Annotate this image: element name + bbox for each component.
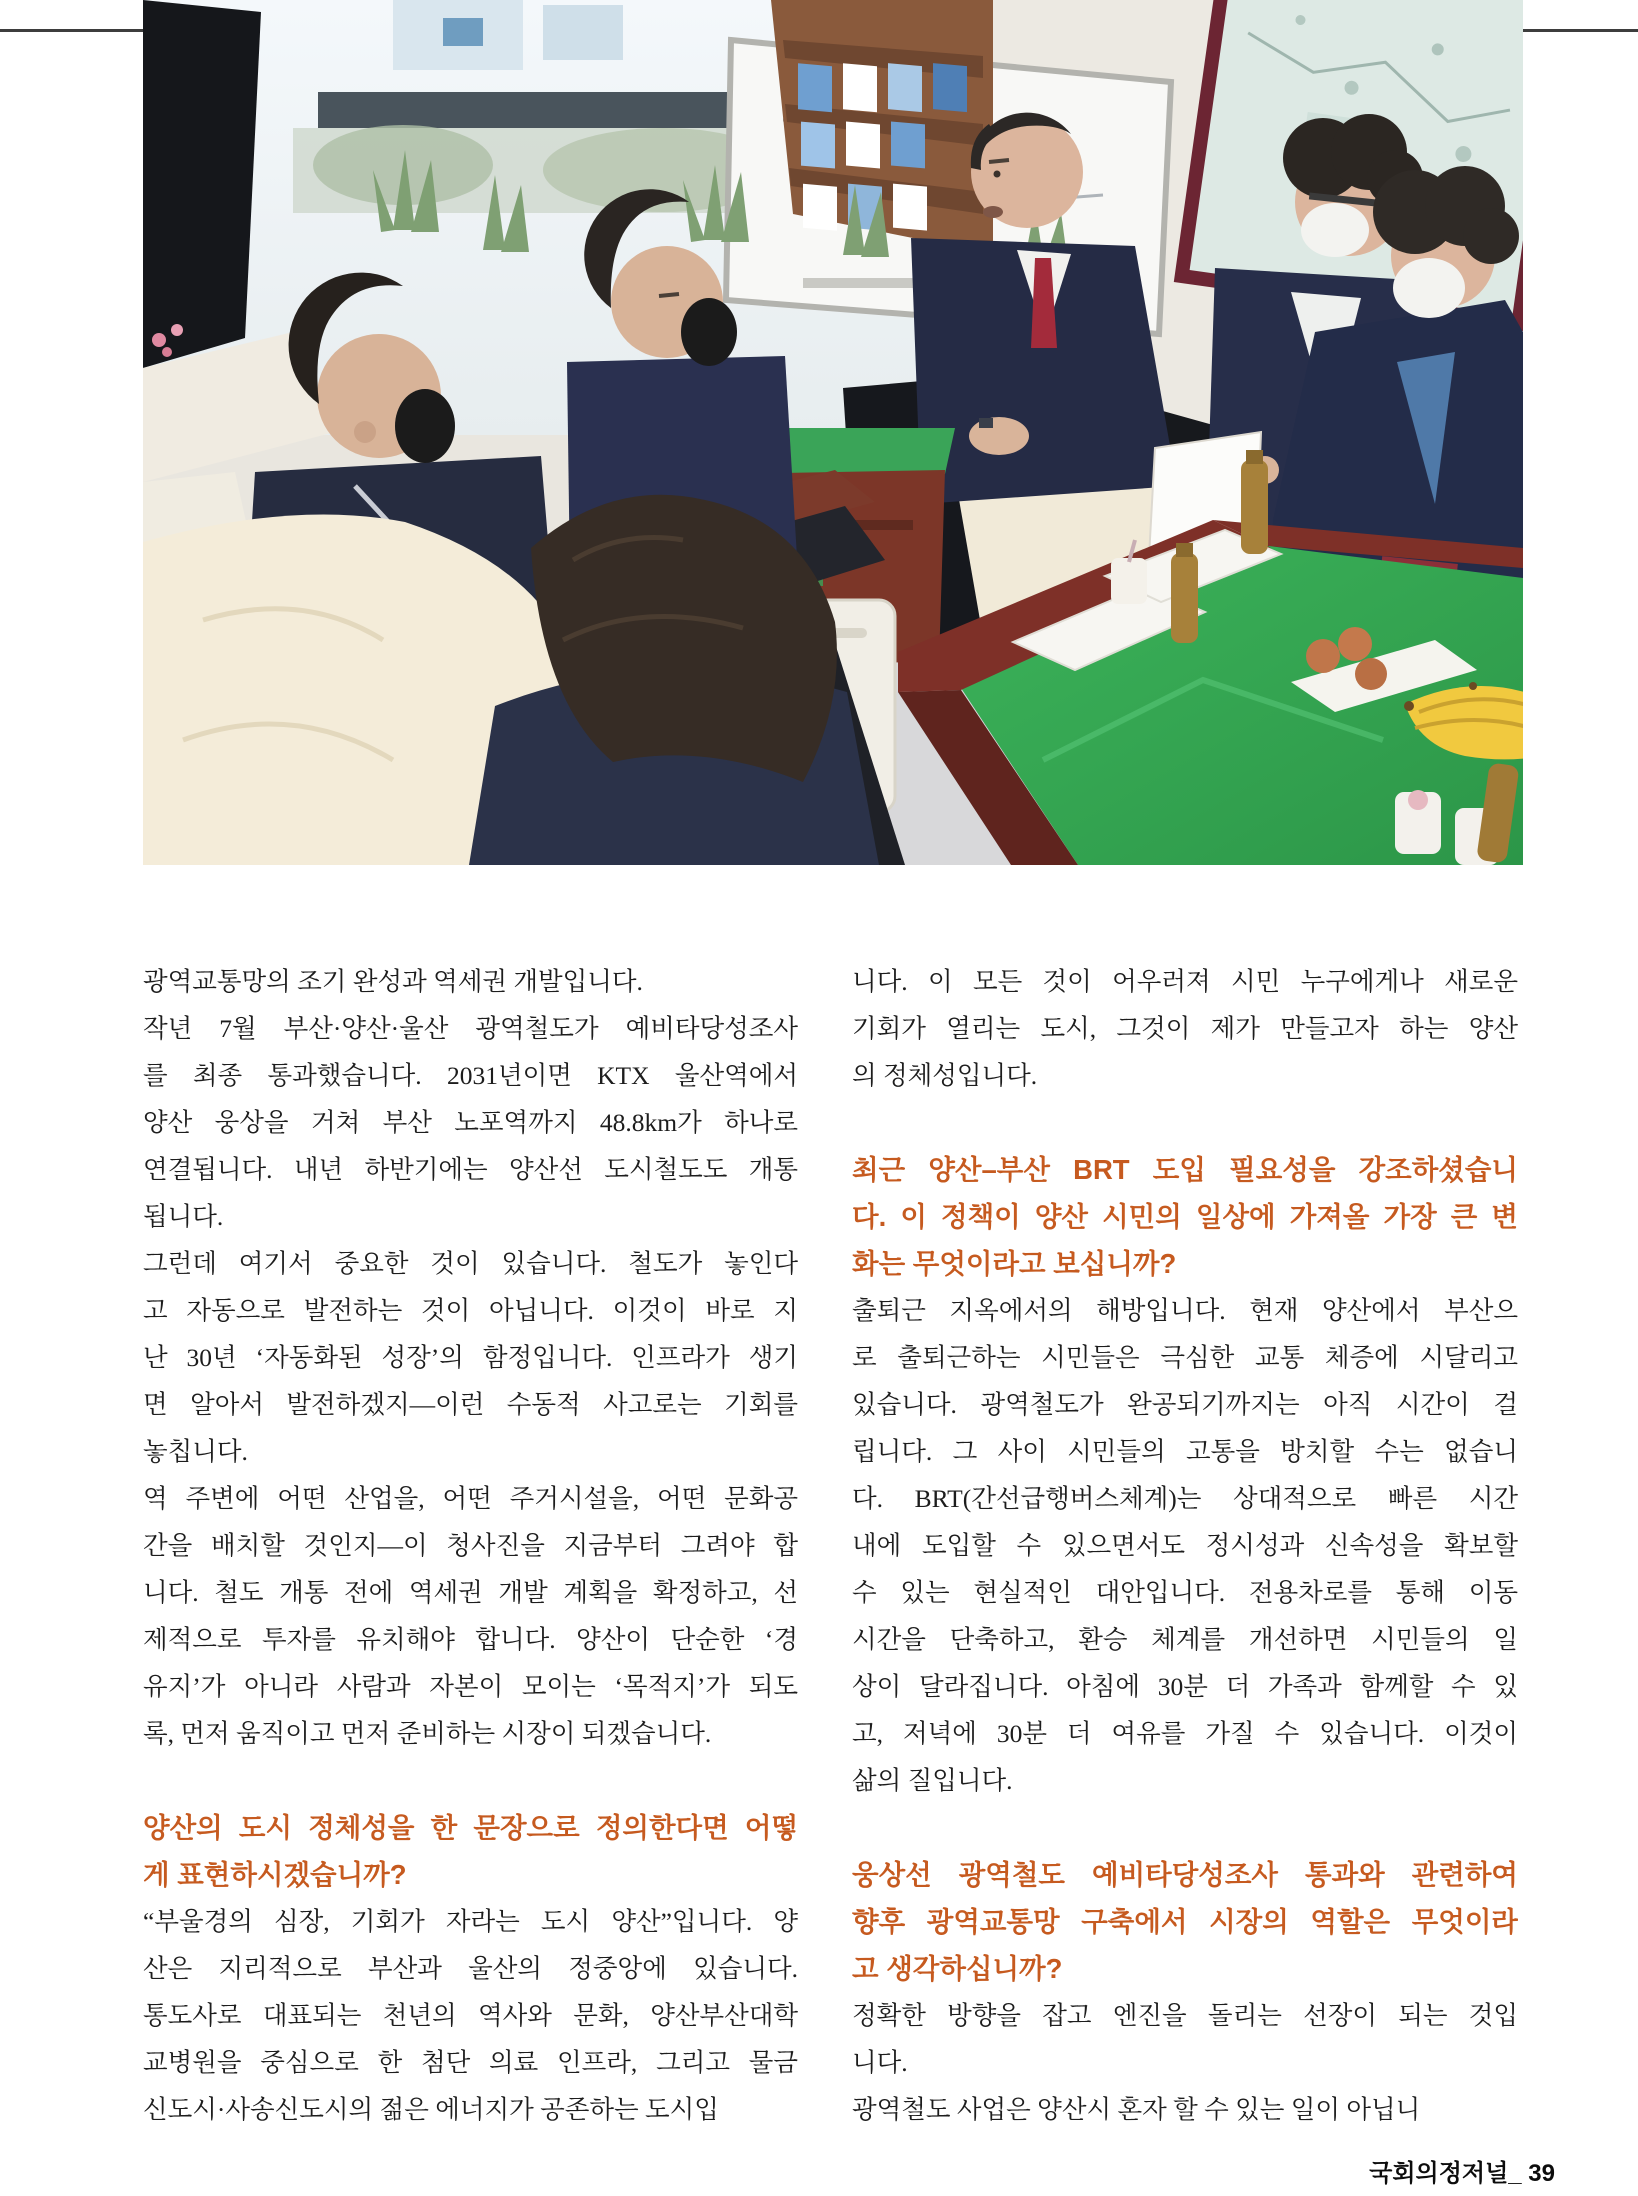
body-line: 놓칩니다.: [143, 1437, 248, 1466]
body-line: 제적으로 투자를 유치해야 합니다. 양산이 단순한 ‘경: [143, 1625, 798, 1654]
question-line: 최근 양산–부산 BRT 도입 필요성을 강조하셨습니: [852, 1154, 1518, 1185]
question-line: 향후 광역교통망 구축에서 시장의 역할은 무엇이라: [852, 1906, 1518, 1937]
body-line: 내에 도입할 수 있으면서도 정시성과 신속성을 확보할: [852, 1531, 1518, 1560]
body-line: 정확한 방향을 잡고 엔진을 돌리는 선장이 되는 것입: [852, 2001, 1518, 2030]
paragraph: [852, 1992, 1518, 2086]
body-line: 교병원을 중심으로 한 첨단 의료 인프라, 그리고 물금: [143, 2048, 798, 2077]
body-line: 그런데 여기서 중요한 것이 있습니다. 철도가 놓인다: [143, 1249, 798, 1278]
body-line: 광역교통망의 조기 완성과 역세권 개발입니다.: [143, 967, 643, 996]
body-line: 유지’가 아니라 사람과 자본이 모이는 ‘목적지’가 되도: [143, 1672, 798, 1701]
top-rule-right: [1523, 29, 1638, 32]
article-column-left: [143, 958, 798, 2133]
body-line: 간을 배치할 것인지—이 청사진을 지금부터 그려야 합: [143, 1531, 798, 1560]
body-line: 상이 달라집니다. 아침에 30분 더 가족과 함께할 수 있: [852, 1672, 1518, 1701]
body-line: 됩니다.: [143, 1202, 224, 1231]
question-heading: [143, 1804, 798, 1898]
top-rule-left: [0, 29, 143, 32]
body-line: 시간을 단축하고, 환승 체계를 개선하면 시민들의 일: [852, 1625, 1518, 1654]
paragraph: [852, 2086, 1518, 2133]
body-line: 연결됩니다. 내년 하반기에는 양산선 도시철도도 개통: [143, 1155, 798, 1184]
body-line: 산은 지리적으로 부산과 울산의 정중앙에 있습니다.: [143, 1954, 798, 1983]
body-line: 다. BRT(간선급행버스체계)는 상대적으로 빠른 시간: [852, 1484, 1518, 1513]
body-line: 니다. 이 모든 것이 어우러져 시민 누구에게나 새로운: [852, 967, 1518, 996]
monitor: [143, 0, 261, 368]
body-line: 있습니다. 광역철도가 완공되기까지는 아직 시간이 걸: [852, 1390, 1518, 1419]
body-line: 고 자동으로 발전하는 것이 아닙니다. 이것이 바로 지: [143, 1296, 798, 1325]
body-line: 의 정체성입니다.: [852, 1061, 1038, 1090]
paragraph: [143, 1475, 798, 1757]
paragraph: [852, 958, 1518, 1099]
body-line: “부울경의 심장, 기회가 자라는 도시 양산”입니다. 양: [143, 1907, 798, 1936]
question-line: 게 표현하시겠습니까?: [143, 1859, 407, 1890]
question-heading: [852, 1851, 1518, 1992]
paragraph: [143, 1898, 798, 2133]
body-line: 로 출퇴근하는 시민들은 극심한 교통 체증에 시달리고: [852, 1343, 1518, 1372]
body-line: 니다. 철도 개통 전에 역세권 개발 계획을 확정하고, 선: [143, 1578, 798, 1607]
question-line: 양산의 도시 정체성을 한 문장으로 정의한다면 어떻: [143, 1812, 798, 1843]
body-line: 광역철도 사업은 양산시 혼자 할 수 있는 일이 아닙니: [852, 2095, 1421, 2124]
question-heading: [852, 1146, 1518, 1287]
body-line: 역 주변에 어떤 산업을, 어떤 주거시설을, 어떤 문화공: [143, 1484, 798, 1513]
paragraph: [143, 958, 798, 1005]
body-line: 기회가 열리는 도시, 그것이 제가 만들고자 하는 양산: [852, 1014, 1518, 1043]
paragraph: [143, 1240, 798, 1475]
body-line: 난 30년 ‘자동화된 성장’의 함정입니다. 인프라가 생기: [143, 1343, 798, 1372]
page-footer: 국회의정저널_ 39: [1369, 2160, 1555, 2187]
body-line: 삶의 질입니다.: [852, 1766, 1013, 1795]
question-line: 웅상선 광역철도 예비타당성조사 통과와 관련하여: [852, 1859, 1518, 1890]
body-line: 니다.: [852, 2048, 908, 2077]
body-line: 통도사로 대표되는 천년의 역사와 문화, 양산부산대학: [143, 2001, 798, 2030]
paragraph: [852, 1287, 1518, 1804]
body-line: 를 최종 통과했습니다. 2031년이면 KTX 울산역에서: [143, 1061, 798, 1090]
body-line: 면 알아서 발전하겠지—이런 수동적 사고로는 기회를: [143, 1390, 798, 1419]
body-line: 양산 웅상을 거쳐 부산 노포역까지 48.8km가 하나로: [143, 1108, 798, 1137]
question-line: 다. 이 정책이 양산 시민의 일상에 가져올 가장 큰 변: [852, 1201, 1518, 1232]
body-line: 수 있는 현실적인 대안입니다. 전용차로를 통해 이동: [852, 1578, 1518, 1607]
body-line: 립니다. 그 사이 시민들의 고통을 방치할 수는 없습니: [852, 1437, 1518, 1466]
body-line: 록, 먼저 움직이고 먼저 준비하는 시장이 되겠습니다.: [143, 1719, 712, 1748]
article-column-right: [852, 958, 1518, 2133]
paragraph: [143, 1005, 798, 1240]
body-line: 신도시·사송신도시의 젊은 에너지가 공존하는 도시입: [143, 2095, 719, 2124]
body-line: 출퇴근 지옥에서의 해방입니다. 현재 양산에서 부산으: [852, 1296, 1518, 1325]
body-line: 작년 7월 부산·양산·울산 광역철도가 예비타당성조사: [143, 1014, 798, 1043]
question-line: 화는 무엇이라고 보십니까?: [852, 1248, 1177, 1279]
meeting-photo: [143, 0, 1523, 865]
body-line: 고, 저녁에 30분 더 여유를 가질 수 있습니다. 이것이: [852, 1719, 1518, 1748]
question-line: 고 생각하십니까?: [852, 1953, 1063, 1984]
